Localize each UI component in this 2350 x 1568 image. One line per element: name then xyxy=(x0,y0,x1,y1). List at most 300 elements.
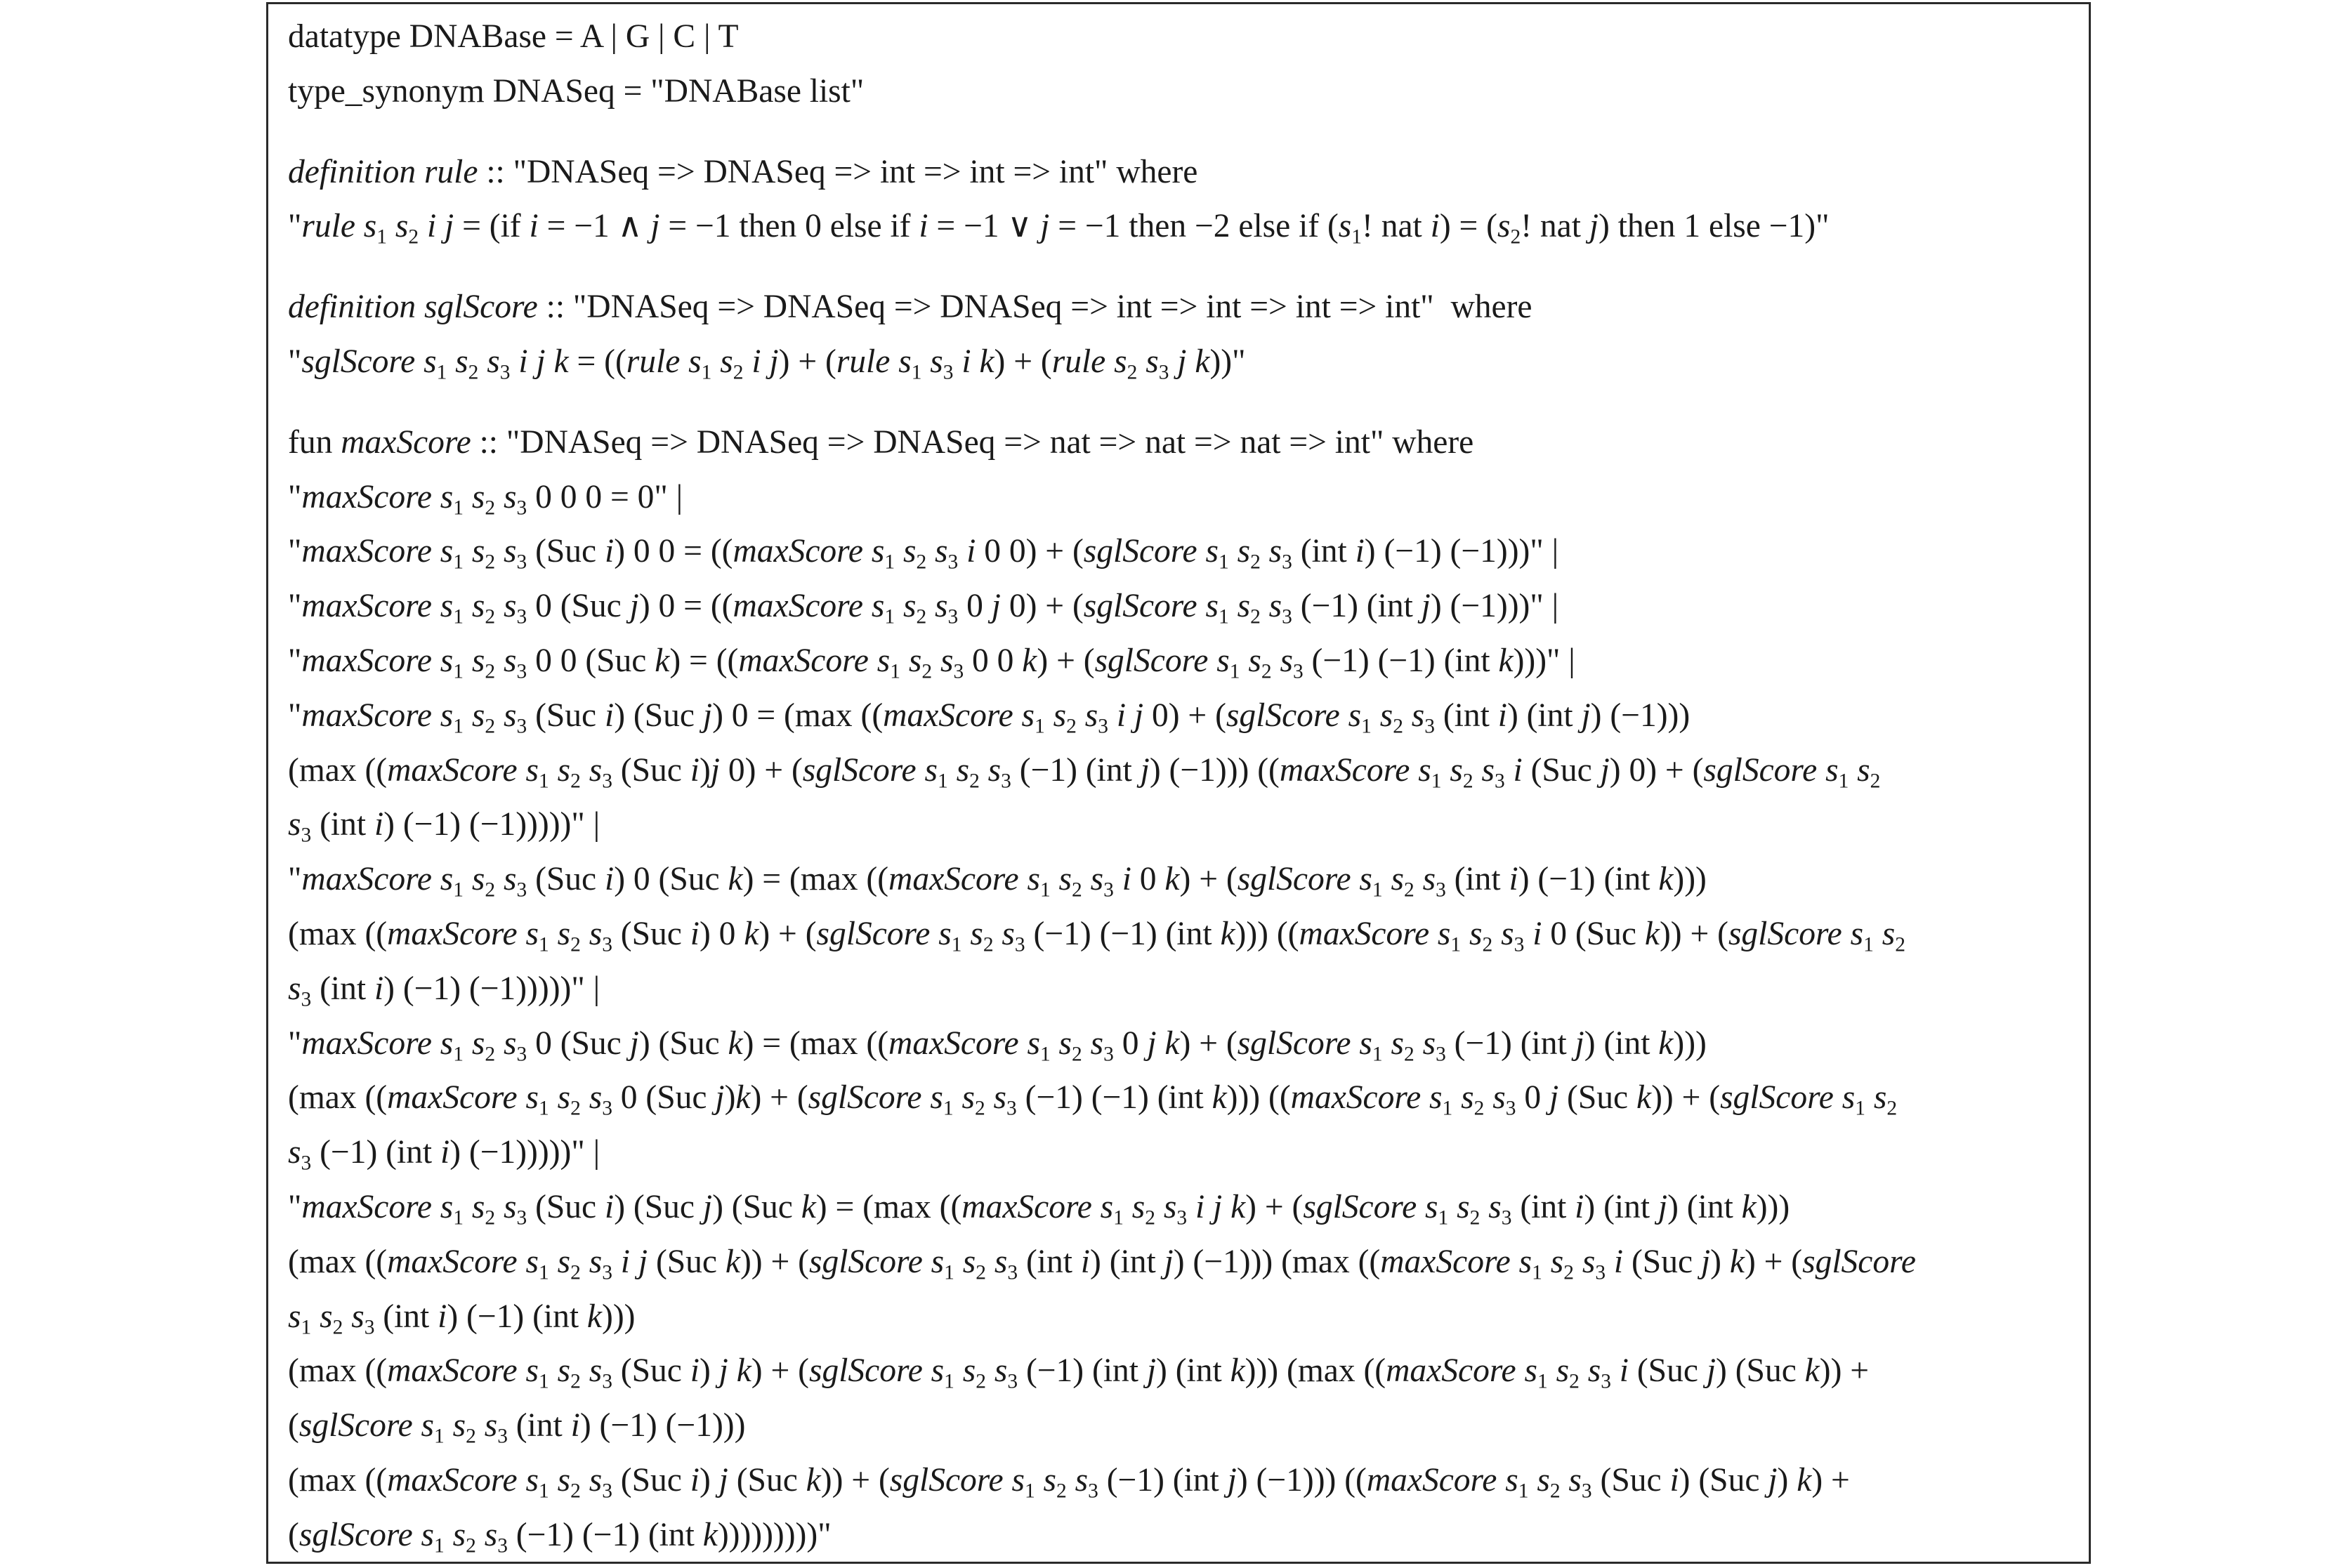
code-italic-text: j xyxy=(1421,588,1431,625)
code-text: (Suc xyxy=(612,1352,690,1390)
code-subscript: 3 xyxy=(1501,1206,1512,1230)
code-subscript: 2 xyxy=(974,1097,985,1120)
code-italic-text: s xyxy=(1137,343,1159,380)
code-text: )) + ( xyxy=(740,1243,809,1280)
code-italic-text: i xyxy=(605,861,615,898)
code-subscript: 2 xyxy=(1482,933,1493,956)
code-italic-text: j xyxy=(650,208,660,245)
code-subscript: 2 xyxy=(332,1315,343,1338)
code-subscript: 2 xyxy=(485,605,496,628)
code-italic-text: s xyxy=(1528,1461,1550,1498)
code-subscript: 1 xyxy=(453,1042,464,1065)
code-text: = −1 ∧ xyxy=(538,208,651,245)
code-italic-text: k xyxy=(1230,1352,1245,1390)
code-subscript: 1 xyxy=(884,551,895,574)
code-line xyxy=(288,470,2089,525)
code-italic-text: j xyxy=(1581,697,1591,734)
code-italic-text: j xyxy=(991,588,1001,625)
code-text: ) (Suc xyxy=(614,1188,703,1225)
code-subscript: 2 xyxy=(1072,878,1082,902)
code-italic-text: s xyxy=(549,751,571,789)
code-italic-text: maxScore s xyxy=(1386,1352,1537,1390)
code-italic-text: s xyxy=(1573,1243,1596,1280)
code-subscript: 2 xyxy=(1895,933,1905,956)
code-italic-text: s xyxy=(495,861,517,898)
code-subscript: 3 xyxy=(1098,715,1108,738)
code-italic-text: s xyxy=(464,697,485,734)
code-text: (int xyxy=(374,1298,438,1335)
code-text: ) (int xyxy=(1667,1188,1742,1225)
code-text: (Suc xyxy=(1558,1079,1636,1116)
code-italic-text: s xyxy=(961,915,983,952)
code-italic-text: i xyxy=(605,1188,615,1225)
code-subscript: 3 xyxy=(602,933,612,956)
code-subscript: 3 xyxy=(516,878,527,902)
code-italic-text: maxScore s xyxy=(733,533,885,570)
code-text: (−1) (int xyxy=(1018,1352,1147,1390)
code-italic-text: j xyxy=(1164,1243,1174,1280)
code-text: ) (−1) (−1))) xyxy=(579,1407,746,1444)
code-subscript: 3 xyxy=(1007,1370,1018,1393)
code-subscript: 2 xyxy=(1403,1042,1414,1065)
code-line xyxy=(288,907,2089,962)
code-italic-text: s xyxy=(311,1298,333,1335)
code-italic-text: i xyxy=(440,1134,450,1171)
code-text: (int xyxy=(507,1407,571,1444)
code-subscript: 2 xyxy=(1250,551,1261,574)
code-italic-text: s xyxy=(1382,861,1404,898)
code-text: ) (−1) (int xyxy=(1518,861,1659,898)
code-italic-text: s xyxy=(985,1243,1008,1280)
code-subscript: 2 xyxy=(466,1534,476,1557)
code-text: " xyxy=(288,343,302,380)
code-text: ) (−1)))" | xyxy=(1430,588,1559,625)
code-line xyxy=(288,145,2089,200)
code-italic-text: s xyxy=(444,1407,466,1444)
code-italic-text: sglScore s xyxy=(1083,588,1219,625)
code-text: ! nat xyxy=(1521,208,1589,245)
code-text: " xyxy=(288,697,302,734)
code-italic-text: s xyxy=(1050,861,1072,898)
code-subscript: 3 xyxy=(947,551,959,574)
code-subscript: 1 xyxy=(1431,769,1442,792)
code-subscript: 2 xyxy=(1261,660,1272,683)
code-italic-text: maxScore s xyxy=(301,1188,454,1225)
code-subscript: 2 xyxy=(976,1261,986,1284)
code-line xyxy=(288,798,2089,852)
code-text: 0 (Suc xyxy=(527,1025,630,1062)
code-italic-text: s xyxy=(1480,1188,1502,1225)
code-text: 0 0 xyxy=(964,642,1023,679)
code-italic-text: k xyxy=(1644,915,1660,952)
code-subscript: 1 xyxy=(1863,933,1874,956)
code-text: = −1 then −2 else if ( xyxy=(1049,208,1339,245)
code-italic-text: j xyxy=(702,1188,713,1225)
code-text: (−1) (−1) (int xyxy=(1016,1079,1212,1116)
code-italic-text: s xyxy=(495,697,517,734)
code-subscript: 2 xyxy=(1145,1206,1155,1230)
code-italic-text: maxScore s xyxy=(301,533,454,570)
code-italic-text: s xyxy=(979,751,1002,789)
code-line xyxy=(288,525,2089,579)
code-italic-text: s xyxy=(1849,751,1870,789)
code-italic-text: s xyxy=(288,970,301,1007)
code-italic-text: j xyxy=(1700,1243,1711,1280)
code-subscript: 3 xyxy=(1601,1370,1611,1393)
code-subscript: 2 xyxy=(1870,769,1881,792)
code-text: type_synonym DNASeq = "DNABase list" xyxy=(288,72,865,110)
code-italic-text: i xyxy=(1524,915,1542,952)
code-text: " xyxy=(288,1025,302,1062)
code-italic-text: s xyxy=(495,1188,517,1225)
code-italic-text: i j xyxy=(743,343,779,380)
code-subscript: 3 xyxy=(602,1370,612,1393)
code-italic-text: maxScore s xyxy=(387,1079,539,1116)
code-italic-text: s xyxy=(1066,1461,1089,1498)
code-text: ) (int xyxy=(1156,1352,1230,1390)
code-italic-text: k xyxy=(655,642,670,679)
code-italic-text: k xyxy=(1804,1352,1820,1390)
code-text: 0 0) + ( xyxy=(976,533,1084,570)
code-italic-text: sglScore s xyxy=(808,1079,943,1116)
code-italic-text: i xyxy=(1113,861,1131,898)
code-italic-text: s xyxy=(549,915,571,952)
code-italic-text: i xyxy=(1669,1461,1679,1498)
code-line xyxy=(288,852,2089,907)
code-subscript: 2 xyxy=(733,361,744,384)
code-italic-text: s xyxy=(549,1461,571,1498)
code-italic-text: j xyxy=(1658,1188,1668,1225)
code-text: (Suc xyxy=(612,1461,690,1498)
code-italic-text: sglScore s xyxy=(1237,1025,1372,1062)
code-italic-text: j xyxy=(1600,751,1610,789)
code-italic-text: s xyxy=(895,588,917,625)
code-text: ) + ( xyxy=(1179,1025,1238,1062)
code-text: (−1) (int xyxy=(1011,751,1141,789)
code-text: (max (( xyxy=(288,1079,388,1116)
code-italic-text: s xyxy=(985,1352,1008,1390)
code-text: )))))))))" xyxy=(717,1516,832,1553)
code-subscript: 2 xyxy=(570,933,581,956)
code-italic-text: s xyxy=(926,588,948,625)
code-italic-text: k xyxy=(586,1298,603,1335)
code-subscript: 1 xyxy=(453,660,464,683)
code-text: 0) + ( xyxy=(719,751,803,789)
code-italic-text: i xyxy=(1575,1188,1584,1225)
code-subscript: 2 xyxy=(408,225,419,249)
code-text: ) = (max (( xyxy=(815,1188,962,1225)
code-subscript: 3 xyxy=(1006,1097,1017,1120)
code-subscript: 2 xyxy=(1250,605,1261,628)
code-subscript: 3 xyxy=(1424,715,1436,738)
code-italic-text: i xyxy=(1080,1243,1090,1280)
code-text: (−1) (int xyxy=(311,1134,440,1171)
code-italic-text: s xyxy=(580,915,603,952)
code-italic-text: sglScore s xyxy=(298,1516,435,1553)
code-line xyxy=(288,744,2089,798)
code-text: ) (−1) (−1)))" | xyxy=(1364,533,1559,570)
code-italic-text: s xyxy=(1228,533,1251,570)
code-subscript: 1 xyxy=(434,1425,445,1448)
code-subscript: 3 xyxy=(602,1261,612,1284)
code-text: = (if xyxy=(454,208,530,245)
code-italic-text: s xyxy=(1873,915,1896,952)
code-italic-text: sglScore s xyxy=(816,915,952,952)
code-text: (max (( xyxy=(288,1352,388,1390)
code-subscript: 3 xyxy=(301,1152,312,1175)
code-line xyxy=(288,1454,2089,1508)
code-subscript: 1 xyxy=(539,1480,549,1503)
code-text: (max (( xyxy=(288,1243,388,1280)
code-italic-text: s xyxy=(1035,1461,1057,1498)
code-italic-text: i j xyxy=(1108,697,1144,734)
code-text: ) + ( xyxy=(1179,861,1238,898)
code-subscript: 1 xyxy=(1361,715,1372,738)
code-text: " xyxy=(288,1188,302,1225)
code-text: ) (Suc xyxy=(614,697,703,734)
code-italic-text: s xyxy=(921,343,943,380)
code-italic-text: i j k xyxy=(510,343,569,380)
code-subscript: 2 xyxy=(1462,769,1473,792)
code-italic-text: s xyxy=(495,1025,517,1062)
code-subscript: 2 xyxy=(485,660,496,683)
code-italic-text: maxScore s xyxy=(301,588,454,625)
code-text: (−1) (−1) (int xyxy=(1303,642,1499,679)
code-subscript: 1 xyxy=(539,933,549,956)
code-italic-text: s xyxy=(711,343,733,380)
code-italic-text: s xyxy=(475,1407,498,1444)
code-italic-text: k xyxy=(1797,1461,1812,1498)
code-subscript: 1 xyxy=(453,878,464,902)
code-italic-text: s xyxy=(1260,588,1282,625)
code-subscript: 3 xyxy=(516,660,527,683)
code-line xyxy=(288,1399,2089,1454)
code-text: ) (int xyxy=(1507,697,1582,734)
code-subscript: 1 xyxy=(436,361,447,384)
code-text: ) + ( xyxy=(1245,1188,1304,1225)
code-italic-text: maxScore s xyxy=(301,1025,454,1062)
code-text: (−1) (int xyxy=(1098,1461,1228,1498)
code-subscript: 1 xyxy=(1351,225,1363,249)
code-text: ) (Suc xyxy=(712,1188,801,1225)
code-italic-text: s xyxy=(580,1352,603,1390)
code-italic-text: i j xyxy=(612,1243,648,1280)
code-subscript: 3 xyxy=(516,551,527,574)
code-italic-text: rule s xyxy=(836,343,912,380)
code-italic-text: j xyxy=(1768,1461,1778,1498)
code-text: 0 (Suc xyxy=(612,1079,716,1116)
code-italic-text: maxScore s xyxy=(387,1243,539,1280)
code-italic-text: sglScore s xyxy=(1094,642,1230,679)
code-italic-text: s xyxy=(1461,915,1483,952)
code-text: :: "DNASeq => DNASeq => DNASeq => nat => nat => nat => int" where xyxy=(471,423,1474,461)
code-italic-text: maxScore xyxy=(341,423,471,461)
code-italic-text: j xyxy=(718,1461,728,1498)
code-subscript: 1 xyxy=(453,496,464,519)
code-italic-text: j xyxy=(1589,208,1599,245)
code-text: (int xyxy=(1435,697,1498,734)
code-text: ) + ( xyxy=(1744,1243,1803,1280)
code-subscript: 3 xyxy=(516,605,527,628)
code-text: (−1) (−1) (int xyxy=(1025,915,1221,952)
code-text: 0 0 (Suc xyxy=(527,642,655,679)
code-italic-text: k xyxy=(728,1025,743,1062)
code-italic-text: s xyxy=(1448,1188,1470,1225)
code-subscript: 3 xyxy=(947,605,959,628)
code-text: ) = (max (( xyxy=(742,1025,889,1062)
code-subscript: 2 xyxy=(485,551,496,574)
code-italic-text: j xyxy=(715,1079,725,1116)
code-subscript: 3 xyxy=(1494,769,1505,792)
code-text: " xyxy=(288,588,302,625)
code-subscript: 2 xyxy=(916,605,927,628)
code-subscript: 1 xyxy=(453,551,464,574)
code-italic-text: s xyxy=(580,751,603,789)
code-subscript: 1 xyxy=(453,1206,464,1230)
code-italic-text: s xyxy=(549,1243,571,1280)
code-italic-text: s xyxy=(495,588,517,625)
code-italic-text: j xyxy=(1549,1079,1559,1116)
code-italic-text: s xyxy=(985,1079,1007,1116)
code-subscript: 1 xyxy=(1372,878,1383,902)
code-subscript: 2 xyxy=(1473,1097,1485,1120)
code-italic-text: s xyxy=(549,1079,571,1116)
code-italic-text: s xyxy=(495,642,517,679)
code-italic-text: s xyxy=(464,861,485,898)
code-italic-text: s xyxy=(580,1079,603,1116)
code-italic-text: s xyxy=(1382,1025,1404,1062)
code-subscript: 2 xyxy=(969,769,980,792)
code-text: ( xyxy=(288,1516,299,1553)
code-subscript: 1 xyxy=(944,1261,954,1284)
code-italic-text: k xyxy=(806,1461,821,1498)
code-text: ) then 1 else −1)" xyxy=(1599,208,1830,245)
code-italic-text: j xyxy=(1140,751,1150,789)
code-subscript: 2 xyxy=(976,1370,986,1393)
code-subscript: 3 xyxy=(1282,605,1292,628)
code-text: ) (int xyxy=(1090,1243,1164,1280)
code-italic-text: maxScore s xyxy=(301,861,454,898)
code-text: (Suc xyxy=(1522,751,1601,789)
code-italic-text: k xyxy=(1164,861,1180,898)
code-italic-text: s xyxy=(464,478,485,515)
code-text: (−1) (int xyxy=(1292,588,1422,625)
code-italic-text: maxScore s xyxy=(888,861,1040,898)
code-italic-text: i xyxy=(529,208,539,245)
code-subscript: 2 xyxy=(921,660,933,683)
code-italic-text: definition sglScore xyxy=(288,289,538,326)
code-text: ) + ( xyxy=(759,915,817,952)
code-subscript: 2 xyxy=(570,1097,581,1120)
code-text: ) (−1))) xyxy=(1590,697,1691,734)
code-italic-text: sglScore s xyxy=(1237,861,1372,898)
code-subscript: 2 xyxy=(1393,715,1403,738)
code-text: 0 (Suc xyxy=(1542,915,1645,952)
code-italic-text: maxScore s xyxy=(1279,751,1431,789)
code-line xyxy=(288,1126,2089,1180)
code-text: (int xyxy=(1292,533,1355,570)
code-italic-text: s xyxy=(954,1243,976,1280)
code-text: ) (−1)))))" | xyxy=(449,1134,600,1171)
code-text: (Suc xyxy=(527,533,605,570)
code-text: (max (( xyxy=(288,751,388,789)
code-italic-text: k xyxy=(1658,1025,1674,1062)
code-text: ) = ( xyxy=(1439,208,1498,245)
code-italic-text: j xyxy=(629,588,639,625)
code-italic-text: j xyxy=(702,697,713,734)
code-subscript: 2 xyxy=(485,496,496,519)
code-subscript: 2 xyxy=(1066,715,1077,738)
code-italic-text: i xyxy=(690,915,700,952)
code-subscript: 1 xyxy=(1438,1206,1449,1230)
code-italic-text: s xyxy=(1076,697,1098,734)
code-subscript: 3 xyxy=(497,1425,508,1448)
code-line xyxy=(288,634,2089,689)
code-text: ) 0 0 = (( xyxy=(614,533,733,570)
code-text: = −1 then 0 else if xyxy=(659,208,919,245)
code-italic-text: s xyxy=(1082,1025,1104,1062)
code-italic-text: maxScore s xyxy=(961,1188,1114,1225)
code-subscript: 2 xyxy=(485,1042,496,1065)
code-italic-text: s xyxy=(495,533,517,570)
code-text: (int xyxy=(1511,1188,1575,1225)
code-italic-text: maxScore s xyxy=(1290,1079,1443,1116)
code-italic-text: s xyxy=(1260,533,1282,570)
code-italic-text: rule s xyxy=(626,343,702,380)
code-italic-text: s xyxy=(1155,1188,1177,1225)
code-italic-text: maxScore s xyxy=(883,697,1035,734)
code-italic-text: s xyxy=(1547,1352,1570,1390)
code-italic-text: s xyxy=(1228,588,1251,625)
code-text: (Suc xyxy=(1591,1461,1670,1498)
code-text: = −1 ∨ xyxy=(928,208,1041,245)
code-text: (−1) (−1) (int xyxy=(507,1516,703,1553)
code-text: 0) + ( xyxy=(1000,588,1084,625)
code-subscript: 1 xyxy=(911,361,922,384)
code-subscript: 3 xyxy=(1595,1261,1606,1284)
code-subscript: 2 xyxy=(570,1370,581,1393)
code-italic-text: s xyxy=(1497,208,1511,245)
code-italic-text: i xyxy=(1509,861,1518,898)
code-italic-text: i xyxy=(958,533,976,570)
code-text: )) + xyxy=(1819,1352,1870,1390)
code-text: (Suc xyxy=(728,1461,806,1498)
code-text: ) xyxy=(699,1461,719,1498)
code-subscript: 1 xyxy=(701,361,712,384)
code-text: (Suc xyxy=(1628,1352,1707,1390)
code-italic-text: sglScore s xyxy=(1728,915,1864,952)
code-text: ) + ( xyxy=(994,343,1052,380)
code-text: (Suc xyxy=(612,751,690,789)
code-text: ) + ( xyxy=(778,343,836,380)
code-subscript: 2 xyxy=(485,715,496,738)
code-text: (max (( xyxy=(288,915,388,952)
code-subscript: 2 xyxy=(1127,361,1138,384)
code-subscript: 1 xyxy=(301,1315,312,1338)
code-italic-text: s xyxy=(464,533,485,570)
code-subscript: 3 xyxy=(497,1534,508,1557)
code-subscript: 3 xyxy=(516,715,527,738)
code-text: 0 xyxy=(1516,1079,1549,1116)
code-italic-text: i xyxy=(690,1461,700,1498)
code-text: (int xyxy=(311,806,374,843)
code-italic-text: i xyxy=(438,1298,447,1335)
code-italic-text: s xyxy=(1542,1243,1564,1280)
code-text: ) (−1) (−1)))))" | xyxy=(383,806,600,843)
code-line xyxy=(288,1071,2089,1126)
code-subscript: 1 xyxy=(884,605,895,628)
code-text: ) xyxy=(699,751,711,789)
